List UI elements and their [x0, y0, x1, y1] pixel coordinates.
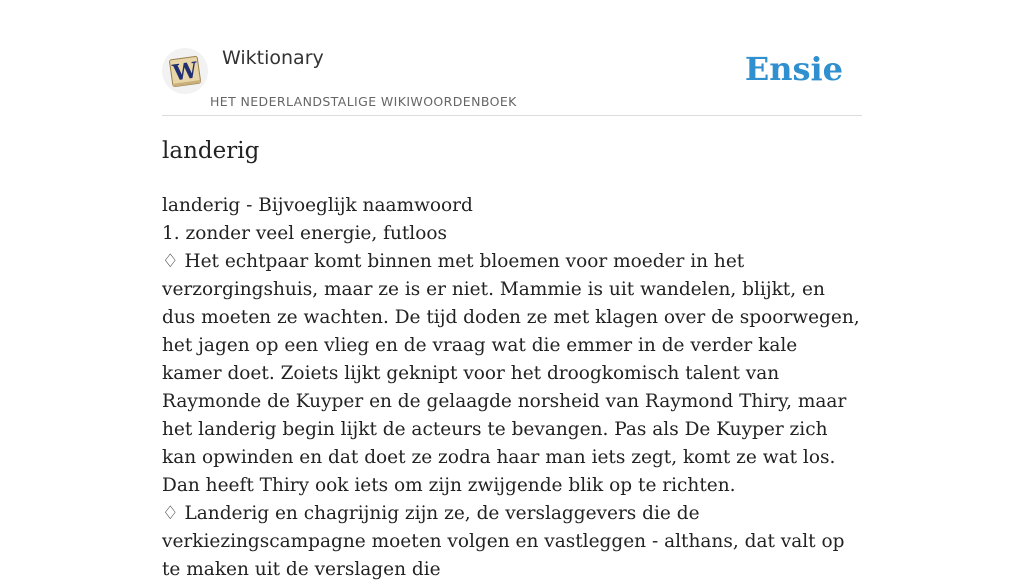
- example-sentence: ♢ Het echtpaar komt binnen met bloemen voor moeder in het verzorgingshuis, maar ze is er niet. Mammie is uit wandelen, blijkt, en dus moeten ze wachten. De tijd doden ze met klagen over de spoorwegen, het jagen op een vlieg en de vraag wat die emmer in de verder kale kamer doet. Zoiets lijkt geknipt voor het droogkomisch talent van Raymonde de Kuyper en de gelaagde norsheid van Raymond Thiry, maar het landerig begin lijkt de acteurs te bevangen. Pas als De Kuyper zich kan opwinden en dat doet ze zodra haar man iets zegt, komt ze wat los. Dan heeft Thiry ook iets om zijn zwijgende blik op te richten.: [162, 251, 860, 496]
- site-tagline: HET NEDERLANDSTALIGE WIKIWOORDENBOEK: [210, 94, 517, 109]
- ensie-brand-logo[interactable]: Ensie: [744, 50, 843, 88]
- entry-heading-line: landerig - Bijvoeglijk naamwoord: [162, 195, 473, 216]
- example-sentence: ♢ Landerig en chagrijnig zijn ze, de verslaggevers die de verkiezingscampagne moeten volgen en vastleggen - althans, dat valt op te maken uit de verslagen die: [162, 503, 845, 580]
- logo-letter: W: [171, 57, 200, 87]
- site-name[interactable]: Wiktionary: [222, 47, 324, 69]
- definition: 1. zonder veel energie, futloos: [162, 223, 447, 244]
- page-title: landerig: [162, 138, 260, 164]
- site-header: [162, 44, 862, 116]
- entry-content: [162, 192, 862, 584]
- wiktionary-logo-icon[interactable]: [162, 48, 208, 94]
